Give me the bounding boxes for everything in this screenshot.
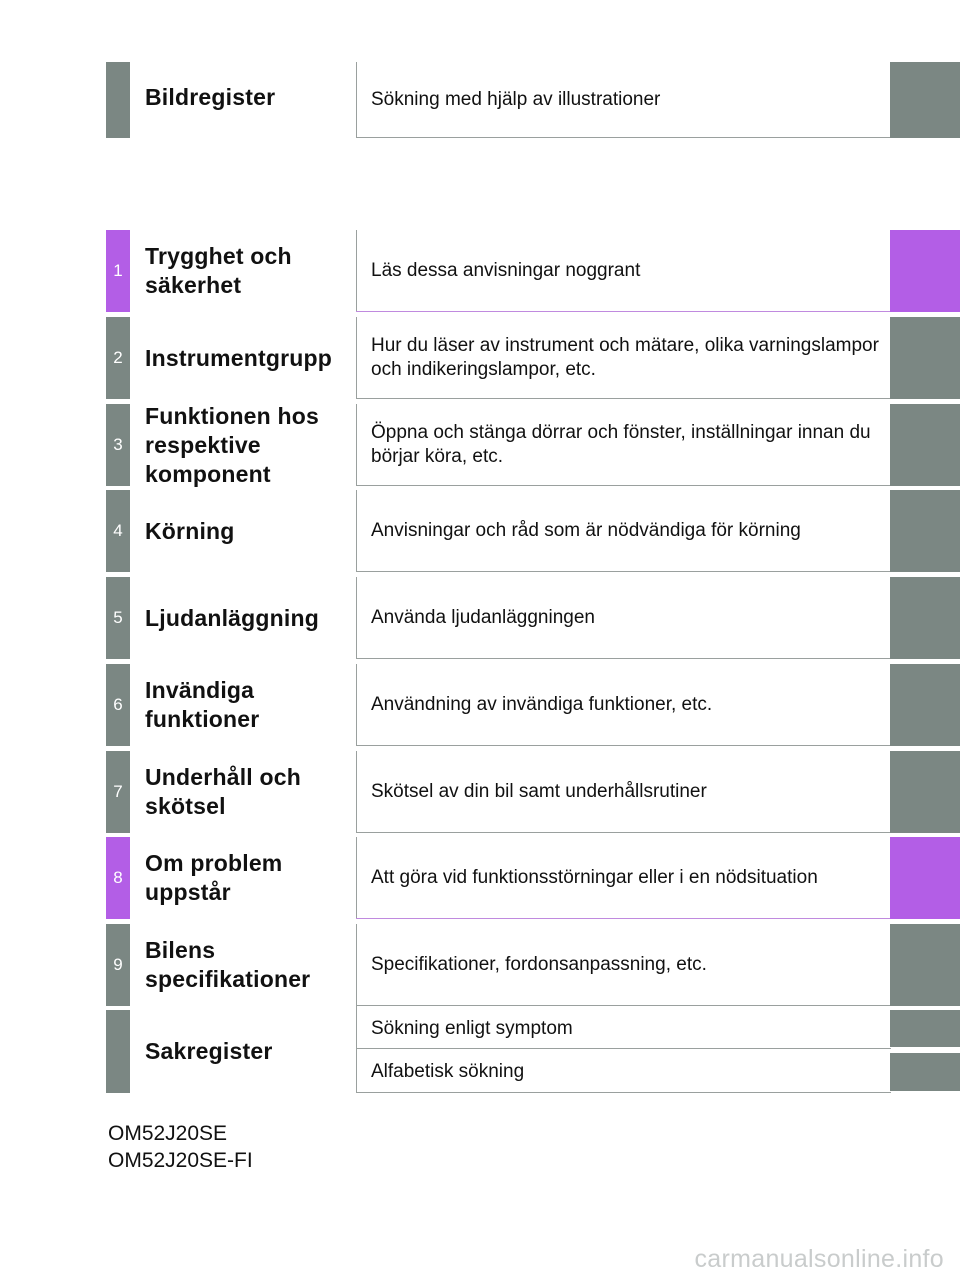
chapter-edge-tab: [890, 317, 960, 399]
divider: [356, 490, 357, 572]
sakregister-title: Sakregister: [145, 1038, 273, 1064]
divider: [356, 577, 357, 659]
symptom-edge-tab: [890, 1010, 960, 1047]
chapter-edge-tab: [890, 664, 960, 746]
chapter-description: Anvisningar och råd som är nödvändiga för körning: [371, 520, 801, 541]
chapter-description: Hur du läser av instrument och mätare, olika varningslampor och indikeringslampor, etc.: [371, 335, 879, 380]
chapter-number: 6: [106, 664, 130, 746]
chapter-description: Öppna och stänga dörrar och fönster, inställningar innan du börjar köra, etc.: [371, 422, 871, 467]
chapter-edge-tab: [890, 230, 960, 312]
bildregister-description: Sökning med hjälp av illustrationer: [371, 89, 661, 110]
divider: [356, 1092, 891, 1093]
divider: [356, 924, 357, 1006]
chapter-number: 7: [106, 751, 130, 833]
chapter-edge-tab: [890, 924, 960, 1006]
divider: [356, 658, 891, 659]
chapter-number: 3: [106, 404, 130, 486]
divider: [356, 1005, 357, 1093]
divider: [356, 664, 357, 746]
divider: [356, 832, 891, 833]
divider: [356, 485, 891, 486]
chapter-title: Bilens specifikationer: [145, 937, 311, 992]
chapter-number: 9: [106, 924, 130, 1006]
chapter-edge-tab: [890, 577, 960, 659]
divider: [356, 1048, 891, 1049]
chapter-title: Invändiga funktioner: [145, 677, 260, 732]
chapter-number: 8: [106, 837, 130, 919]
chapter-description: Specifikationer, fordonsanpassning, etc.: [371, 954, 707, 975]
divider: [356, 62, 357, 138]
chapter-description: Användning av invändiga funktioner, etc.: [371, 694, 713, 715]
divider: [356, 311, 891, 312]
manual-code-fi: OM52J20SE-FI: [108, 1149, 253, 1172]
index-item-alphabetical[interactable]: Alfabetisk sökning: [371, 1061, 525, 1082]
sakregister-tab: [106, 1010, 130, 1093]
divider: [356, 745, 891, 746]
alphabetical-edge-tab: [890, 1053, 960, 1091]
divider: [356, 398, 891, 399]
chapter-title: Om problem uppstår: [145, 850, 283, 905]
divider: [356, 918, 891, 919]
chapter-number: 2: [106, 317, 130, 399]
divider: [356, 137, 891, 138]
index-item-symptom[interactable]: Sökning enligt symptom: [371, 1018, 573, 1039]
bildregister-title: Bildregister: [145, 83, 276, 110]
divider: [356, 317, 357, 399]
chapter-edge-tab: [890, 404, 960, 486]
chapter-title: Instrumentgrupp: [145, 344, 332, 371]
chapter-title: Underhåll och skötsel: [145, 764, 301, 819]
bildregister-tab: [106, 62, 130, 138]
chapter-description: Läs dessa anvisningar noggrant: [371, 260, 641, 281]
divider: [356, 751, 357, 833]
chapter-description: Skötsel av din bil samt underhållsrutiner: [371, 781, 707, 802]
divider: [356, 1005, 891, 1006]
divider: [356, 404, 357, 486]
divider: [356, 571, 891, 572]
chapter-number: 4: [106, 490, 130, 572]
chapter-description: Att göra vid funktionsstörningar eller i en nödsituation: [371, 867, 818, 888]
chapter-title: Körning: [145, 517, 235, 544]
manual-code: OM52J20SE: [108, 1122, 228, 1145]
watermark: carmanualsonline.info: [694, 1245, 944, 1273]
bildregister-edge-tab: [890, 62, 960, 138]
chapter-title: Ljudanläggning: [145, 604, 319, 631]
chapter-edge-tab: [890, 490, 960, 572]
chapter-edge-tab: [890, 837, 960, 919]
chapter-number: 1: [106, 230, 130, 312]
chapter-title: Funktionen hos respektive komponent: [145, 402, 320, 487]
divider: [356, 230, 357, 312]
chapter-title: Trygghet och säkerhet: [145, 243, 292, 298]
chapter-number: 5: [106, 577, 130, 659]
chapter-description: Använda ljudanläggningen: [371, 607, 595, 628]
divider: [356, 837, 357, 919]
chapter-edge-tab: [890, 751, 960, 833]
